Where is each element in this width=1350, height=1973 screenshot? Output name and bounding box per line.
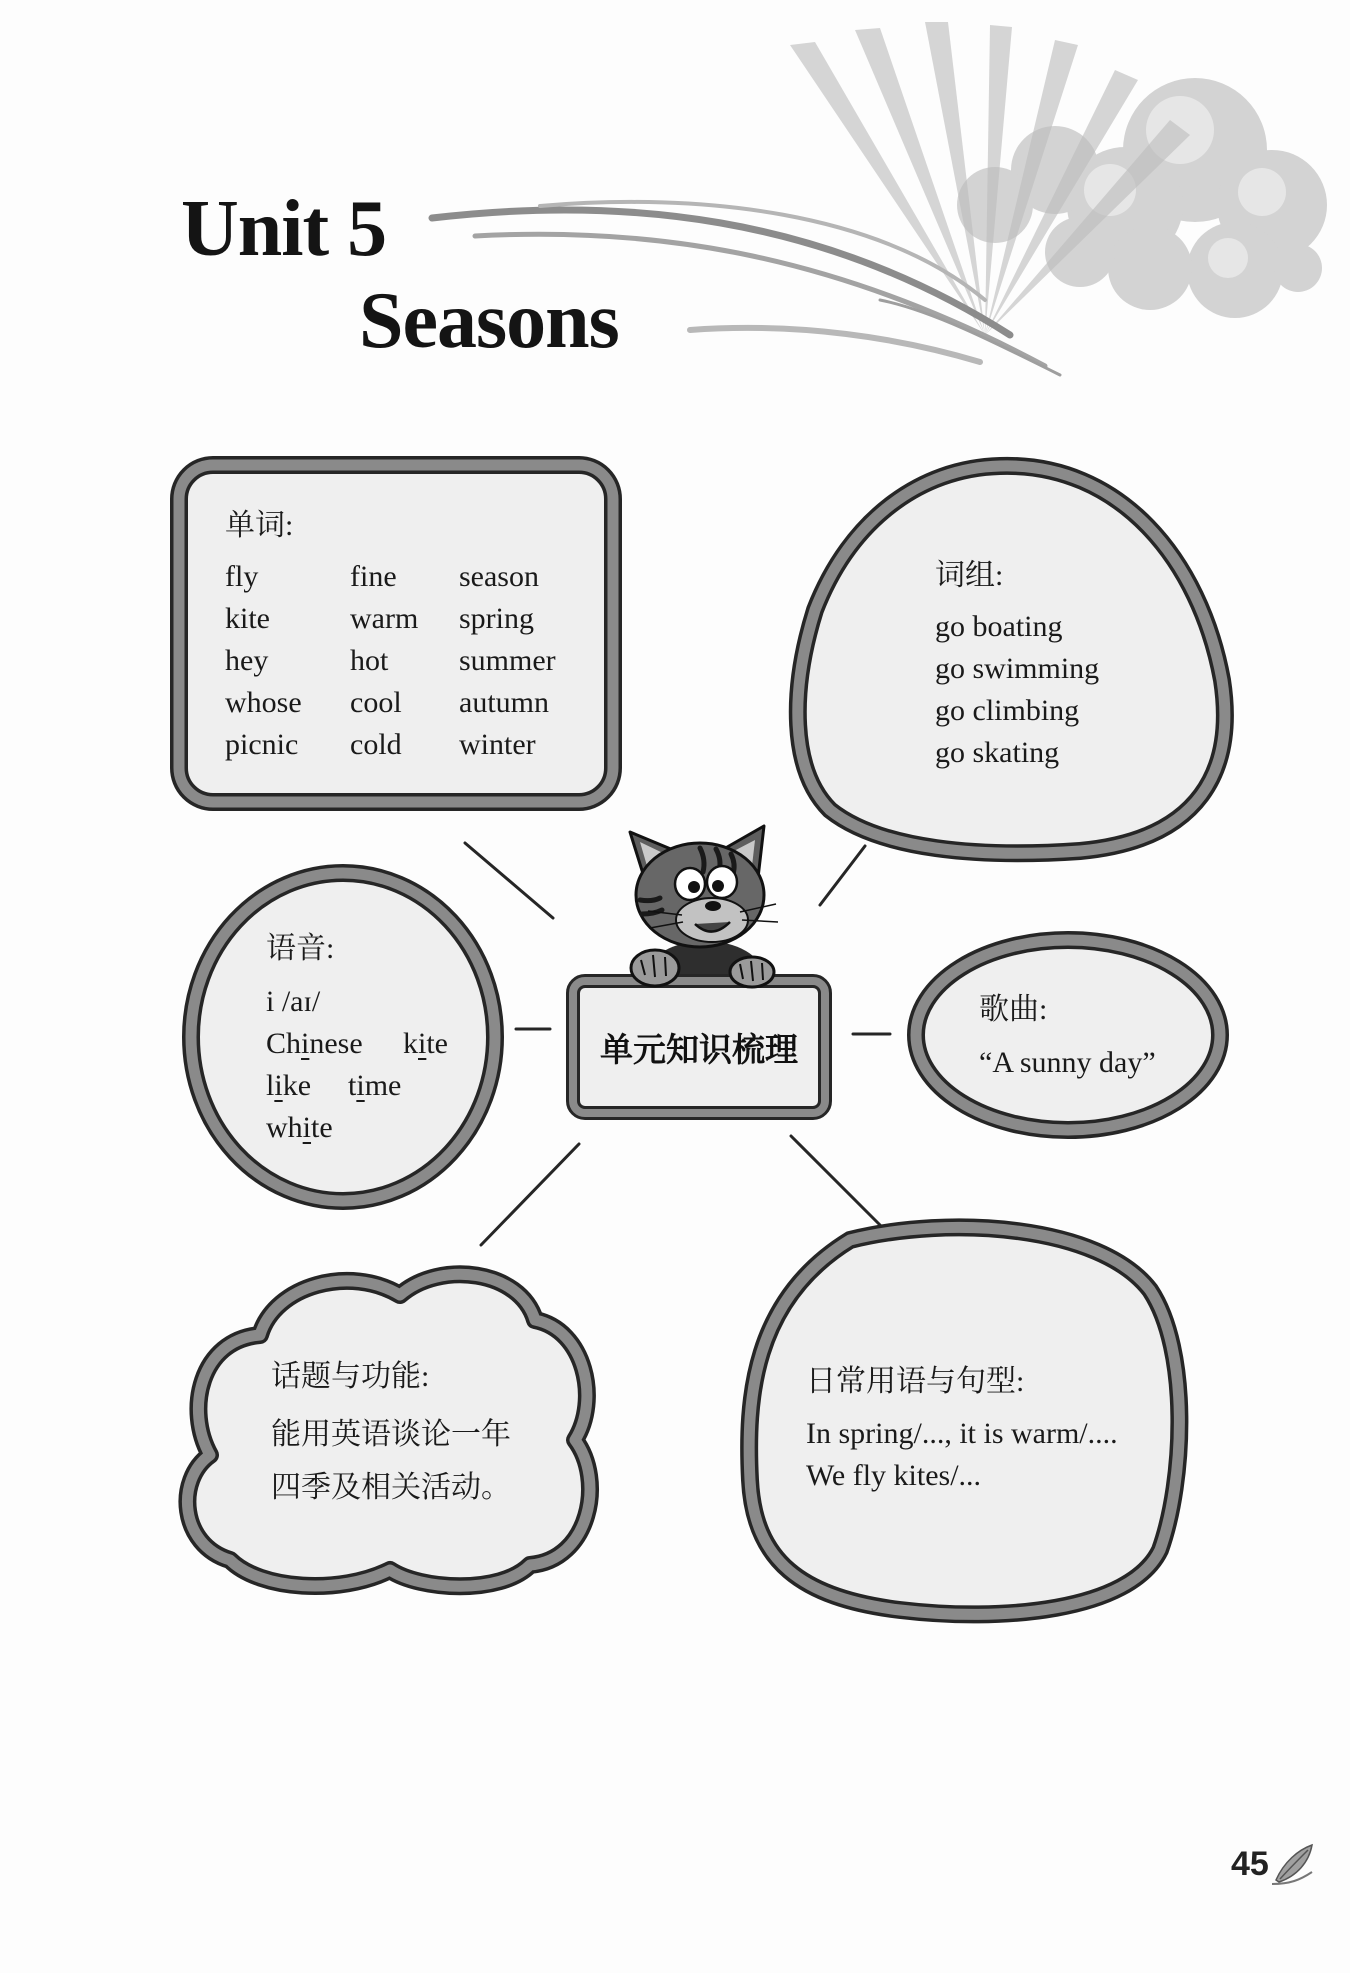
topic-line: 四季及相关活动。 — [271, 1471, 511, 1504]
vocabulary-word: cool — [350, 686, 402, 719]
underlined-letter: i — [418, 1027, 427, 1060]
vocabulary-word: summer — [459, 644, 556, 677]
phrases-list — [935, 606, 1099, 774]
phrases-label: 词组: — [935, 559, 1004, 592]
vocabulary-word: spring — [459, 602, 534, 635]
word-prefix: Ch — [266, 1027, 302, 1060]
word-prefix: k — [403, 1027, 418, 1060]
vocabulary-word-grid — [225, 556, 579, 766]
pronunciation-word — [348, 1068, 401, 1104]
topic-line: 能用英语谈论一年 — [271, 1418, 511, 1451]
pronunciation-row — [266, 1110, 333, 1146]
expressions-line: In spring/..., it is warm/.... — [806, 1417, 1118, 1450]
pronunciation-word — [266, 1068, 348, 1104]
word-prefix: t — [348, 1069, 357, 1102]
vocabulary-word: autumn — [459, 686, 549, 719]
unit-title: Seasons — [359, 277, 619, 365]
connector-phrases — [820, 846, 865, 905]
word-suffix: me — [364, 1069, 402, 1102]
phrase-item: go climbing — [935, 694, 1080, 727]
word-prefix: l — [266, 1069, 275, 1102]
pronunciation-row — [266, 1026, 448, 1062]
underlined-letter: i — [274, 1069, 283, 1102]
pronunciation-word — [266, 1026, 403, 1062]
pronunciation-row — [266, 1068, 401, 1104]
word-suffix: nese — [309, 1027, 363, 1060]
underlined-letter: i — [356, 1069, 365, 1102]
vocabulary-word: fly — [225, 560, 259, 593]
vocabulary-word: kite — [225, 602, 270, 635]
topic-label: 话题与功能: — [271, 1360, 430, 1393]
connector-topic — [481, 1144, 579, 1245]
vocabulary-word: hey — [225, 644, 269, 677]
vocabulary-word: fine — [350, 560, 397, 593]
vocabulary-word: hot — [350, 644, 389, 677]
center-label: 单元知识梳理 — [600, 1029, 798, 1069]
song-label: 歌曲: — [979, 993, 1048, 1026]
underlined-letter: i — [301, 1027, 310, 1060]
connector-vocabulary — [465, 843, 553, 918]
vocabulary-label: 单词: — [225, 509, 294, 542]
pronunciation-sound: i /aɪ/ — [266, 985, 321, 1018]
pronunciation-label: 语音: — [266, 932, 335, 965]
song-bubble — [916, 940, 1220, 1130]
page-number: 45 — [1231, 1845, 1269, 1883]
word-prefix: wh — [266, 1111, 303, 1144]
word-suffix: ke — [282, 1069, 312, 1102]
vocabulary-word: season — [459, 560, 539, 593]
expressions-label: 日常用语与句型: — [806, 1365, 1025, 1398]
vocabulary-word: picnic — [225, 728, 299, 761]
song-title: “A sunny day” — [979, 1046, 1156, 1079]
word-suffix: te — [311, 1111, 333, 1144]
vocabulary-word: winter — [459, 728, 536, 761]
phrase-item: go boating — [935, 610, 1063, 643]
unit-number: Unit 5 — [181, 185, 387, 273]
pronunciation-word — [403, 1026, 448, 1062]
expressions-line: We fly kites/... — [806, 1459, 982, 1492]
phrase-item: go swimming — [935, 652, 1100, 685]
leaf-icon — [1272, 1845, 1312, 1884]
underlined-letter: i — [302, 1111, 312, 1144]
vocabulary-word: whose — [225, 686, 302, 719]
phrase-item: go skating — [935, 736, 1060, 769]
connector-expressions — [791, 1136, 881, 1226]
vocabulary-word: cold — [350, 728, 402, 761]
word-suffix: te — [426, 1027, 448, 1060]
vocabulary-word: warm — [350, 602, 419, 635]
pronunciation-word — [266, 1110, 333, 1146]
